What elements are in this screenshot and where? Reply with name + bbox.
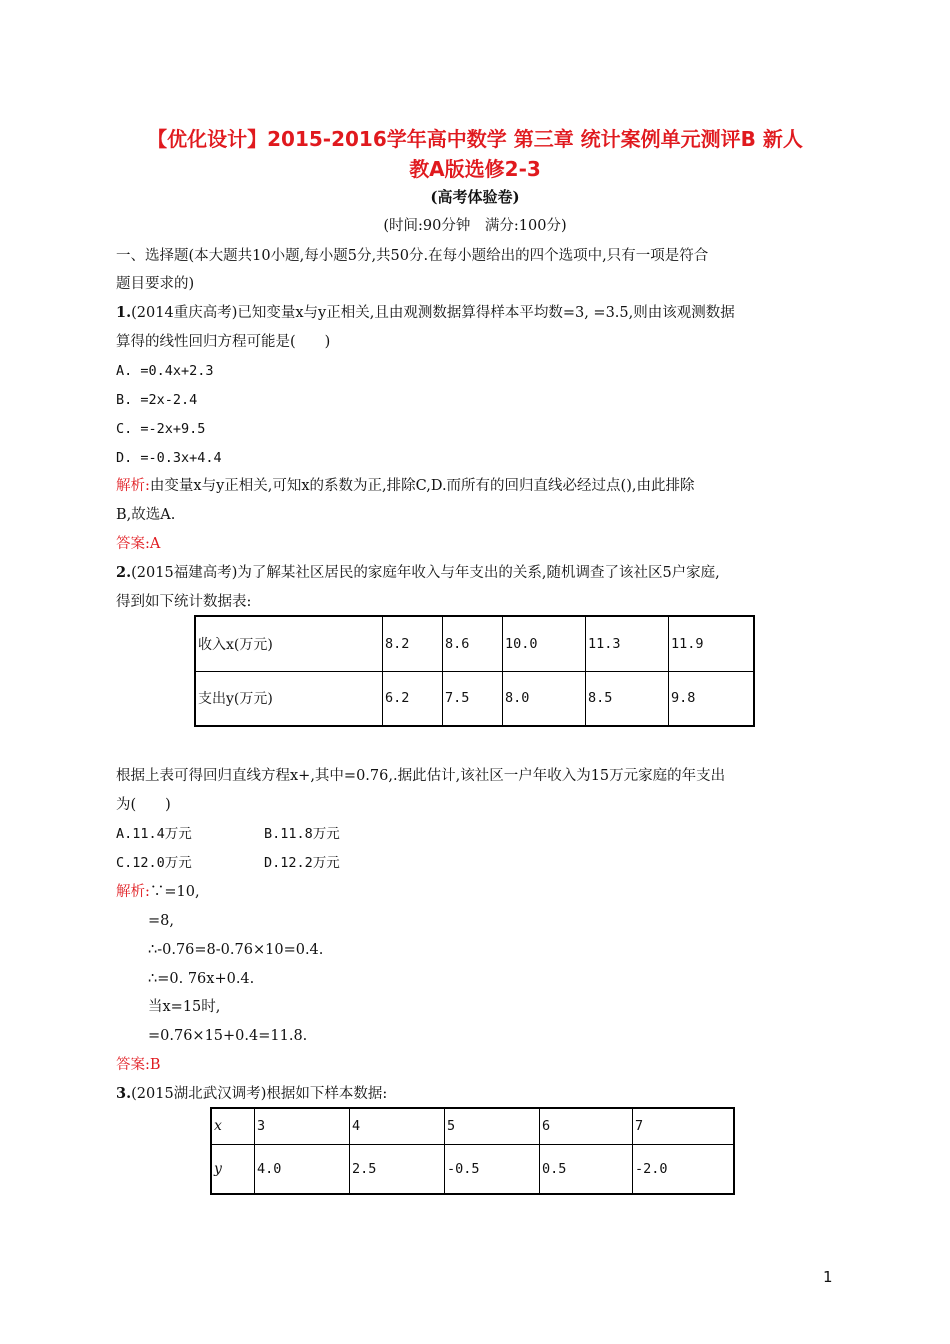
table-cell: 9.8 [669,671,755,726]
q2-options-row-1 [116,824,340,844]
table-cell: 11.3 [586,616,669,671]
q1-stem-line-1 [116,303,735,323]
q2-after-line-1: 根据上表可得回归直线方程x+,其中=0.76,.据此估计,该社区一户年收入为15万元家庭的年支出 [116,768,726,784]
table-row-label: 收入x(万元) [195,616,383,671]
table-cell: 0.5 [540,1144,633,1194]
table-cell: 7.5 [443,671,503,726]
q2-analysis-line-4: ∴=0. 76x+0.4. [148,971,255,987]
q2-option-d: D.12.2万元 [264,855,340,871]
table-cell: 6 [540,1108,633,1144]
page-number: 1 [823,1268,833,1286]
table-cell: 11.9 [669,616,755,671]
q3-text: (2015湖北武汉调考)根据如下样本数据: [131,1086,388,1102]
table-cell: 2.5 [350,1144,445,1194]
q1-option-b: B. =2x-2.4 [116,392,198,408]
table-cell: 8.2 [383,616,443,671]
q2-analysis-label [116,882,200,902]
q2-answer: 答案:B [116,1057,161,1073]
table-cell: 8.0 [503,671,586,726]
table-row [211,1108,734,1144]
q1-answer: 答案:A [116,536,161,552]
table-cell: 8.5 [586,671,669,726]
q3-number: 3. [116,1085,132,1102]
section-instructions-line-1: 一、选择题(本大题共10小题,每小题5分,共50分.在每小题给出的四个选项中,只有一项是符合 [116,248,709,264]
table-cell: 6.2 [383,671,443,726]
table-cell: -2.0 [633,1144,735,1194]
q1-option-a: A. =0.4x+2.3 [116,363,214,379]
q1-analysis-line-1 [116,476,694,496]
q2-analysis-line-6: =0.76×15+0.4=11.8. [148,1028,308,1044]
q2-option-b: B.11.8万元 [264,826,340,842]
table-row-label: 支出y(万元) [195,671,383,726]
table-cell: -0.5 [445,1144,540,1194]
q1-number: 1. [116,304,132,321]
q2-analysis-line-3: ∴-0.76=8-0.76×10=0.4. [148,942,324,958]
q2-text-line-1: (2015福建高考)为了解某社区居民的家庭年收入与年支出的关系,随机调查了该社区5户家庭, [131,565,720,581]
subtitle: (高考体验卷) [430,188,520,206]
q1-analysis-label: 解析: [116,478,150,494]
q1-stem-line-2: 算得的线性回归方程可能是( ) [116,334,331,350]
title-line-2: 教A版选修2-3 [409,157,541,181]
q2-data-table [194,615,755,727]
q1-text-line-1: (2014重庆高考)已知变量x与y正相关,且由观测数据算得样本平均数=3, =3.5,则由该观测数据 [131,305,735,321]
table-row [195,671,754,726]
table-row [211,1144,734,1194]
table-cell: 10.0 [503,616,586,671]
title-line-1: 【优化设计】2015-2016学年高中数学 第三章 统计案例单元测评B 新人 [147,127,803,151]
table-row-label: x [211,1108,255,1144]
section-instructions-line-2: 题目要求的) [116,276,195,292]
table-row [195,616,754,671]
q2-stem-line-2: 得到如下统计数据表: [116,594,252,610]
q2-analysis-line-5: 当x=15时, [148,999,221,1015]
q2-analysis-line-2: =8, [148,913,174,929]
q3-data-table [210,1107,735,1195]
table-cell: 4.0 [255,1144,350,1194]
table-cell: 8.6 [443,616,503,671]
q2-analysis-label-text: 解析: [116,884,150,900]
q2-analysis-line-1: ∵=10, [149,884,200,900]
table-cell: 3 [255,1108,350,1144]
q2-option-a: A.11.4万元 [116,826,192,842]
table-cell: 7 [633,1108,735,1144]
q1-analysis-line-2: B,故选A. [116,507,176,523]
q3-stem [116,1084,387,1104]
table-cell: 4 [350,1108,445,1144]
q1-option-c: C. =-2x+9.5 [116,421,206,437]
q2-options-row-2 [116,853,340,873]
q2-number: 2. [116,564,132,581]
q2-after-line-2: 为( ) [116,797,171,813]
table-row-label: y [211,1144,255,1194]
table-cell: 5 [445,1108,540,1144]
q1-analysis-text: 由变量x与y正相关,可知x的系数为正,排除C,D.而所有的回归直线必经过点(),由此排除 [149,478,695,494]
q1-option-d: D. =-0.3x+4.4 [116,450,222,466]
q2-stem-line-1 [116,563,720,583]
time-info: (时间:90分钟 满分:100分) [383,218,567,234]
document-title [110,124,840,184]
q2-option-c: C.12.0万元 [116,855,192,871]
